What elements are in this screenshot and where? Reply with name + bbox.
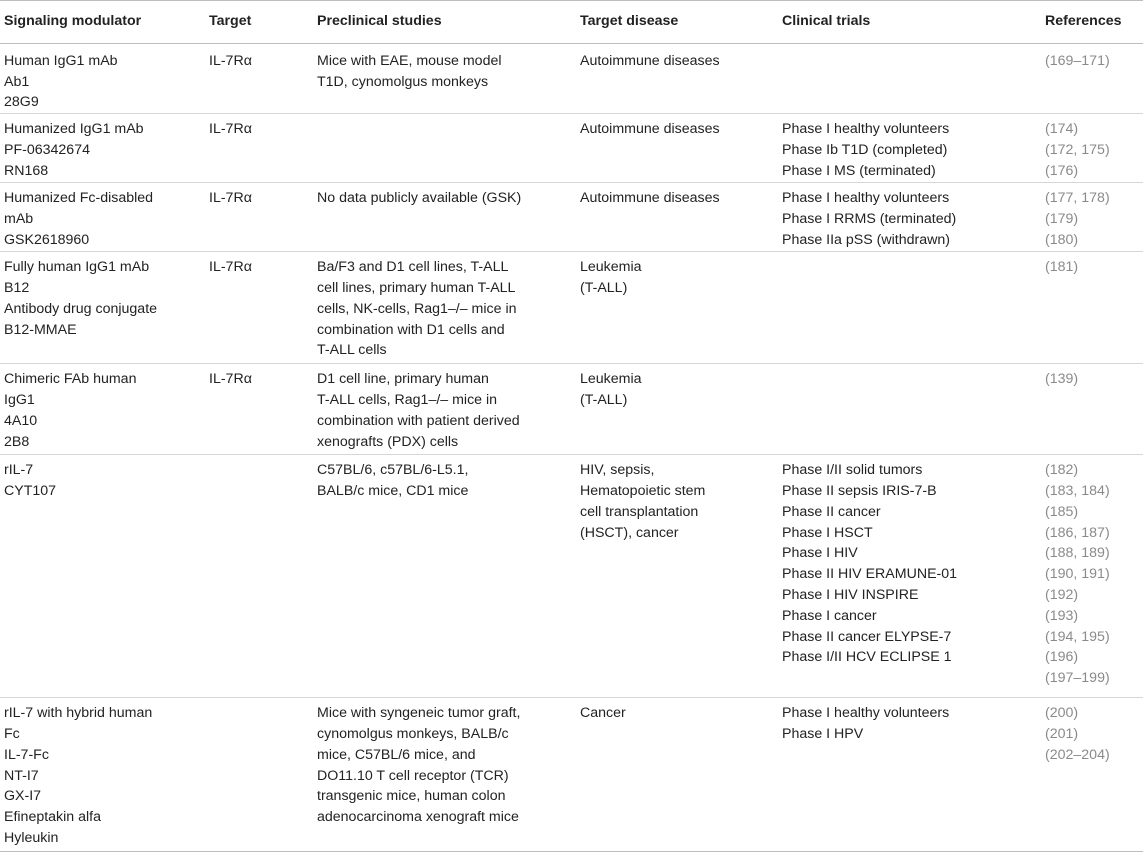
- header-target-disease: Target disease: [576, 1, 778, 44]
- cell-references: [1041, 43, 1143, 113]
- cell-line: GSK2618960: [4, 231, 90, 248]
- cell-line: Cancer: [580, 705, 626, 722]
- header-preclinical-studies: Preclinical studies: [313, 1, 576, 44]
- cell-line: cynomolgus monkeys, BALB/c: [317, 725, 509, 742]
- cell-preclinical-studies: [313, 698, 576, 852]
- cell-line: rIL-7: [4, 462, 34, 479]
- cell-line: 4A10: [4, 412, 38, 429]
- reference-link[interactable]: (193): [1045, 607, 1079, 624]
- cell-line: Mice with syngeneic tumor graft,: [317, 705, 521, 722]
- reference-link[interactable]: (200): [1045, 705, 1079, 722]
- cell-signaling-modulator: [0, 183, 205, 252]
- cell-references: [1041, 698, 1143, 852]
- cell-line: C57BL/6, c57BL/6-L5.1,: [317, 462, 469, 479]
- reference-link[interactable]: (139): [1045, 371, 1079, 388]
- cell-references: [1041, 455, 1143, 698]
- cell-line: Phase I HPV: [782, 725, 864, 742]
- reference-link[interactable]: (183, 184): [1045, 482, 1110, 499]
- cell-preclinical-studies: [313, 114, 576, 183]
- cell-line: Phase I MS (terminated): [782, 162, 936, 179]
- reference-link[interactable]: (181): [1045, 259, 1079, 276]
- cell-target-disease: [576, 455, 778, 698]
- cell-references: [1041, 183, 1143, 252]
- cell-line: Phase IIa pSS (withdrawn): [782, 231, 950, 248]
- cell-line: Phase I RRMS (terminated): [782, 210, 957, 227]
- cell-line: Leukemia: [580, 371, 642, 388]
- reference-link[interactable]: (180): [1045, 231, 1079, 248]
- header-signaling-modulator: Signaling modulator: [0, 1, 205, 44]
- cell-signaling-modulator: [0, 455, 205, 698]
- cell-line: Phase I cancer: [782, 607, 877, 624]
- cell-line: mice, C57BL/6 mice, and: [317, 746, 476, 763]
- cell-line: IL-7Rα: [209, 371, 252, 388]
- cell-signaling-modulator: [0, 698, 205, 852]
- cell-target: [205, 252, 313, 364]
- reference-link[interactable]: (202–204): [1045, 746, 1110, 763]
- cell-line: Ba/F3 and D1 cell lines, T-ALL: [317, 259, 509, 276]
- cell-line: No data publicly available (GSK): [317, 190, 522, 207]
- reference-link[interactable]: (177, 178): [1045, 190, 1110, 207]
- cell-line: combination with D1 cells and: [317, 321, 505, 338]
- reference-link[interactable]: (172, 175): [1045, 141, 1110, 158]
- cell-line: Chimeric FAb human: [4, 371, 137, 388]
- reference-link[interactable]: (188, 189): [1045, 545, 1110, 562]
- reference-link[interactable]: (190, 191): [1045, 566, 1110, 583]
- cell-line: Hematopoietic stem: [580, 482, 706, 499]
- cell-line: Human IgG1 mAb: [4, 52, 118, 69]
- cell-preclinical-studies: [313, 252, 576, 364]
- cell-signaling-modulator: [0, 252, 205, 364]
- cell-line: Phase I healthy volunteers: [782, 705, 950, 722]
- cell-references: [1041, 252, 1143, 364]
- cell-preclinical-studies: [313, 43, 576, 113]
- table-row: [0, 114, 1143, 183]
- cell-line: BALB/c mice, CD1 mice: [317, 482, 469, 499]
- cell-line: Humanized Fc-disabled: [4, 190, 154, 207]
- reference-link[interactable]: (201): [1045, 725, 1079, 742]
- cell-preclinical-studies: [313, 364, 576, 455]
- cell-target: [205, 698, 313, 852]
- cell-clinical-trials: [778, 252, 1041, 364]
- cell-signaling-modulator: [0, 114, 205, 183]
- cell-target-disease: [576, 43, 778, 113]
- cell-line: (T-ALL): [580, 279, 628, 296]
- reference-link[interactable]: (174): [1045, 121, 1079, 138]
- cell-line: mAb: [4, 210, 34, 227]
- cell-line: HIV, sepsis,: [580, 462, 655, 479]
- header-target: Target: [205, 1, 313, 44]
- cell-line: adenocarcinoma xenograft mice: [317, 809, 519, 826]
- cell-line: rIL-7 with hybrid human: [4, 705, 153, 722]
- cell-line: T-ALL cells: [317, 342, 387, 359]
- cell-line: Leukemia: [580, 259, 642, 276]
- cell-line: IL-7Rα: [209, 52, 252, 69]
- cell-target: [205, 43, 313, 113]
- cell-line: 28G9: [4, 94, 39, 111]
- cell-line: Phase I HSCT: [782, 524, 873, 541]
- cell-line: Phase II HIV ERAMUNE-01: [782, 566, 958, 583]
- reference-link[interactable]: (169–171): [1045, 52, 1110, 69]
- cell-target-disease: [576, 698, 778, 852]
- cell-line: IL-7Rα: [209, 259, 252, 276]
- cell-line: Autoimmune diseases: [580, 52, 720, 69]
- header-references: References: [1041, 1, 1143, 44]
- reference-link[interactable]: (194, 195): [1045, 628, 1110, 645]
- cell-line: Phase II cancer ELYPSE-7: [782, 628, 952, 645]
- cell-target-disease: [576, 183, 778, 252]
- cell-preclinical-studies: [313, 183, 576, 252]
- cell-line: DO11.10 T cell receptor (TCR): [317, 767, 509, 784]
- cell-line: combination with patient derived: [317, 412, 520, 429]
- table-body: [0, 43, 1143, 851]
- table-row: [0, 43, 1143, 113]
- cell-line: Ab1: [4, 73, 30, 90]
- cell-line: NT-I7: [4, 767, 39, 784]
- cell-line: Phase I healthy volunteers: [782, 190, 950, 207]
- cell-line: Phase I/II solid tumors: [782, 462, 923, 479]
- cell-line: (HSCT), cancer: [580, 524, 679, 541]
- cell-line: xenografts (PDX) cells: [317, 433, 459, 450]
- cell-line: RN168: [4, 162, 49, 179]
- cell-line: Phase I HIV INSPIRE: [782, 586, 919, 603]
- cell-line: Phase II cancer: [782, 503, 881, 520]
- cell-line: Fully human IgG1 mAb: [4, 259, 150, 276]
- cell-line: PF-06342674: [4, 141, 90, 158]
- cell-line: T1D, cynomolgus monkeys: [317, 73, 489, 90]
- cell-line: Phase I healthy volunteers: [782, 121, 950, 138]
- cell-target: [205, 455, 313, 698]
- reference-link[interactable]: (196): [1045, 649, 1079, 666]
- cell-references: [1041, 114, 1143, 183]
- reference-link[interactable]: (197–199): [1045, 670, 1110, 687]
- cell-clinical-trials: [778, 455, 1041, 698]
- cell-line: T-ALL cells, Rag1–/– mice in: [317, 391, 498, 408]
- cell-line: cell lines, primary human T-ALL: [317, 279, 516, 296]
- cell-target: [205, 114, 313, 183]
- cell-line: Phase I HIV: [782, 545, 858, 562]
- table-header: [0, 1, 1143, 44]
- cell-signaling-modulator: [0, 43, 205, 113]
- cell-target-disease: [576, 252, 778, 364]
- cell-clinical-trials: [778, 114, 1041, 183]
- cell-line: B12: [4, 279, 30, 296]
- reference-link[interactable]: (176): [1045, 162, 1079, 179]
- cell-line: IL-7Rα: [209, 121, 252, 138]
- cell-line: transgenic mice, human colon: [317, 788, 506, 805]
- cell-line: Phase Ib T1D (completed): [782, 141, 948, 158]
- table-row: [0, 183, 1143, 252]
- cell-line: Fc: [4, 725, 20, 742]
- header-clinical-trials: Clinical trials: [778, 1, 1041, 44]
- cell-line: B12-MMAE: [4, 321, 77, 338]
- cell-clinical-trials: [778, 364, 1041, 455]
- cell-line: Humanized IgG1 mAb: [4, 121, 144, 138]
- cell-line: Phase I/II HCV ECLIPSE 1: [782, 649, 952, 666]
- cell-line: cells, NK-cells, Rag1–/– mice in: [317, 300, 517, 317]
- table-row: [0, 698, 1143, 852]
- header-row: [0, 1, 1143, 44]
- cell-line: 2B8: [4, 433, 30, 450]
- cell-line: Efineptakin alfa: [4, 809, 102, 826]
- cell-line: Hyleukin: [4, 829, 59, 846]
- cell-target: [205, 364, 313, 455]
- reference-link[interactable]: (186, 187): [1045, 524, 1110, 541]
- cell-preclinical-studies: [313, 455, 576, 698]
- cell-line: IgG1: [4, 391, 35, 408]
- cell-line: (T-ALL): [580, 391, 628, 408]
- table-row: [0, 455, 1143, 698]
- reference-link[interactable]: (192): [1045, 586, 1079, 603]
- cell-line: IL-7Rα: [209, 190, 252, 207]
- reference-link[interactable]: (185): [1045, 503, 1079, 520]
- table-row: [0, 364, 1143, 455]
- cell-line: GX-I7: [4, 788, 42, 805]
- cell-line: CYT107: [4, 482, 57, 499]
- cell-references: [1041, 364, 1143, 455]
- cell-target: [205, 183, 313, 252]
- cell-signaling-modulator: [0, 364, 205, 455]
- cell-line: Autoimmune diseases: [580, 121, 720, 138]
- cell-line: Phase II sepsis IRIS-7-B: [782, 482, 937, 499]
- cell-line: IL-7-Fc: [4, 746, 49, 763]
- cell-clinical-trials: [778, 43, 1041, 113]
- cell-line: Mice with EAE, mouse model: [317, 52, 502, 69]
- reference-link[interactable]: (182): [1045, 462, 1079, 479]
- cell-target-disease: [576, 114, 778, 183]
- cell-clinical-trials: [778, 698, 1041, 852]
- cell-clinical-trials: [778, 183, 1041, 252]
- table-row: [0, 252, 1143, 364]
- cell-line: cell transplantation: [580, 503, 699, 520]
- cell-line: Antibody drug conjugate: [4, 300, 158, 317]
- reference-link[interactable]: (179): [1045, 210, 1079, 227]
- cell-line: Autoimmune diseases: [580, 190, 720, 207]
- cell-target-disease: [576, 364, 778, 455]
- cell-line: D1 cell line, primary human: [317, 371, 489, 388]
